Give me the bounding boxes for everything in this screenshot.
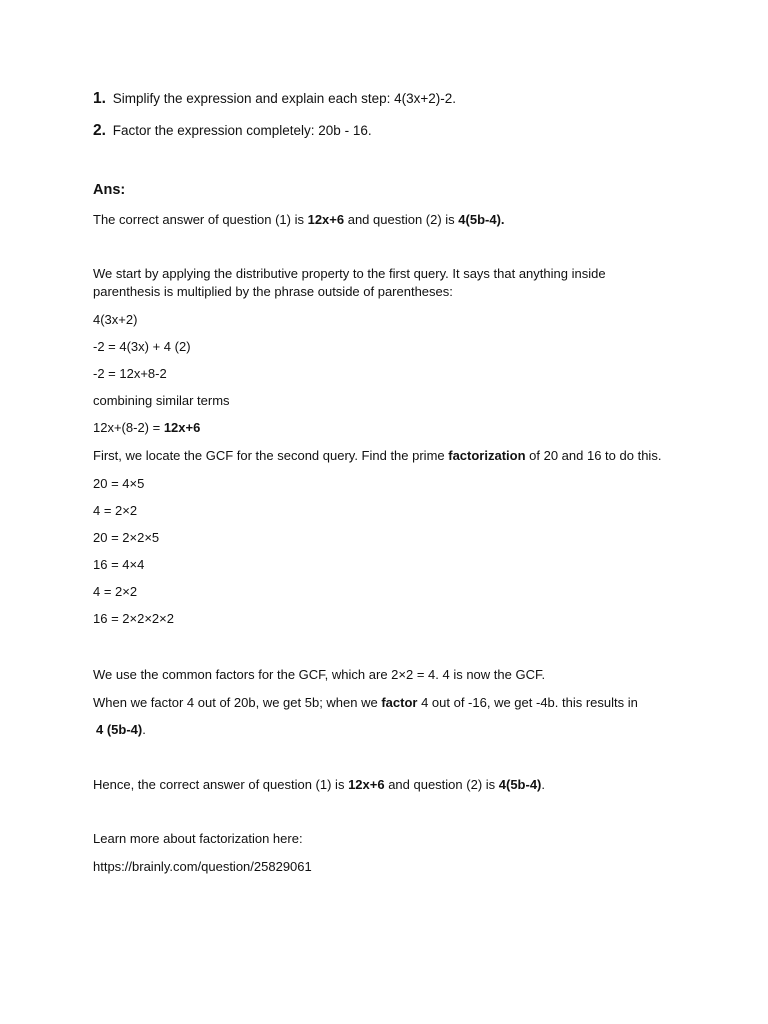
summary-text: The correct answer of question (1) is bbox=[93, 212, 308, 227]
gcf-intro-text: of 20 and 16 to do this. bbox=[525, 448, 662, 463]
factor-out-text: When we factor 4 out of 20b, we get 5b; when we bbox=[93, 695, 382, 710]
step-5 bbox=[93, 420, 200, 436]
factor-line: 16 = 2×2×2×2 bbox=[93, 611, 174, 626]
gcf-intro-text: First, we locate the GCF for the second query. Find the prime bbox=[93, 448, 449, 463]
factor-out-text: 4 out of -16, we get -4b. this results in bbox=[417, 695, 638, 710]
factor-result-value: 4 (5b-4) bbox=[96, 722, 143, 737]
gcf-intro bbox=[93, 448, 661, 464]
step-3: -2 = 12x+8-2 bbox=[93, 366, 167, 381]
conclusion-text: Hence, the correct answer of question (1) is bbox=[93, 777, 349, 792]
step-5-text: 12x+(8-2) = bbox=[93, 420, 164, 435]
summary-answer-2: 4(5b-4) bbox=[458, 212, 501, 227]
conclusion-period: . bbox=[541, 777, 546, 792]
conclusion bbox=[93, 777, 545, 793]
question-number: 1. bbox=[93, 90, 106, 107]
question-text: Factor the expression completely: 20b - 16. bbox=[112, 123, 372, 138]
step-2: -2 = 4(3x) + 4 (2) bbox=[93, 339, 191, 354]
factor-result bbox=[96, 722, 146, 738]
gcf-intro-bold: factorization bbox=[448, 448, 526, 463]
question-text: Simplify the expression and explain each step: 4(3x+2)-2. bbox=[112, 91, 457, 106]
factor-result-period: . bbox=[142, 722, 146, 737]
conclusion-answer-2: 4(5b-4) bbox=[498, 777, 542, 792]
reference-link[interactable]: https://brainly.com/question/25829061 bbox=[93, 859, 312, 874]
summary-text: and question (2) is bbox=[344, 212, 459, 227]
conclusion-answer-1: 12x+6 bbox=[348, 777, 385, 792]
intro-line-2: parenthesis is multiplied by the phrase outside of parentheses: bbox=[93, 284, 453, 299]
step-5-result: 12x+6 bbox=[163, 420, 201, 435]
summary-period: . bbox=[500, 212, 505, 227]
common-factors: We use the common factors for the GCF, which are 2×2 = 4. 4 is now the GCF. bbox=[93, 667, 546, 682]
learn-more-text: Learn more about factorization here: bbox=[93, 831, 303, 846]
answer-heading: Ans: bbox=[93, 182, 126, 198]
answer-summary bbox=[93, 212, 505, 228]
summary-answer-1: 12x+6 bbox=[307, 212, 345, 227]
question-1 bbox=[93, 91, 456, 107]
factor-line: 16 = 4×4 bbox=[93, 557, 145, 572]
factor-line: 4 = 2×2 bbox=[93, 584, 138, 599]
question-number: 2. bbox=[93, 122, 106, 139]
factor-line: 4 = 2×2 bbox=[93, 503, 138, 518]
step-4: combining similar terms bbox=[93, 393, 230, 408]
conclusion-text: and question (2) is bbox=[384, 777, 499, 792]
factor-line: 20 = 4×5 bbox=[93, 476, 145, 491]
factor-out bbox=[93, 695, 638, 711]
factor-line: 20 = 2×2×5 bbox=[93, 530, 160, 545]
step-1: 4(3x+2) bbox=[93, 312, 138, 327]
factor-out-bold: factor bbox=[381, 695, 418, 710]
intro-line-1: We start by applying the distributive property to the first query. It says that anything inside bbox=[93, 266, 606, 281]
question-2 bbox=[93, 123, 372, 139]
